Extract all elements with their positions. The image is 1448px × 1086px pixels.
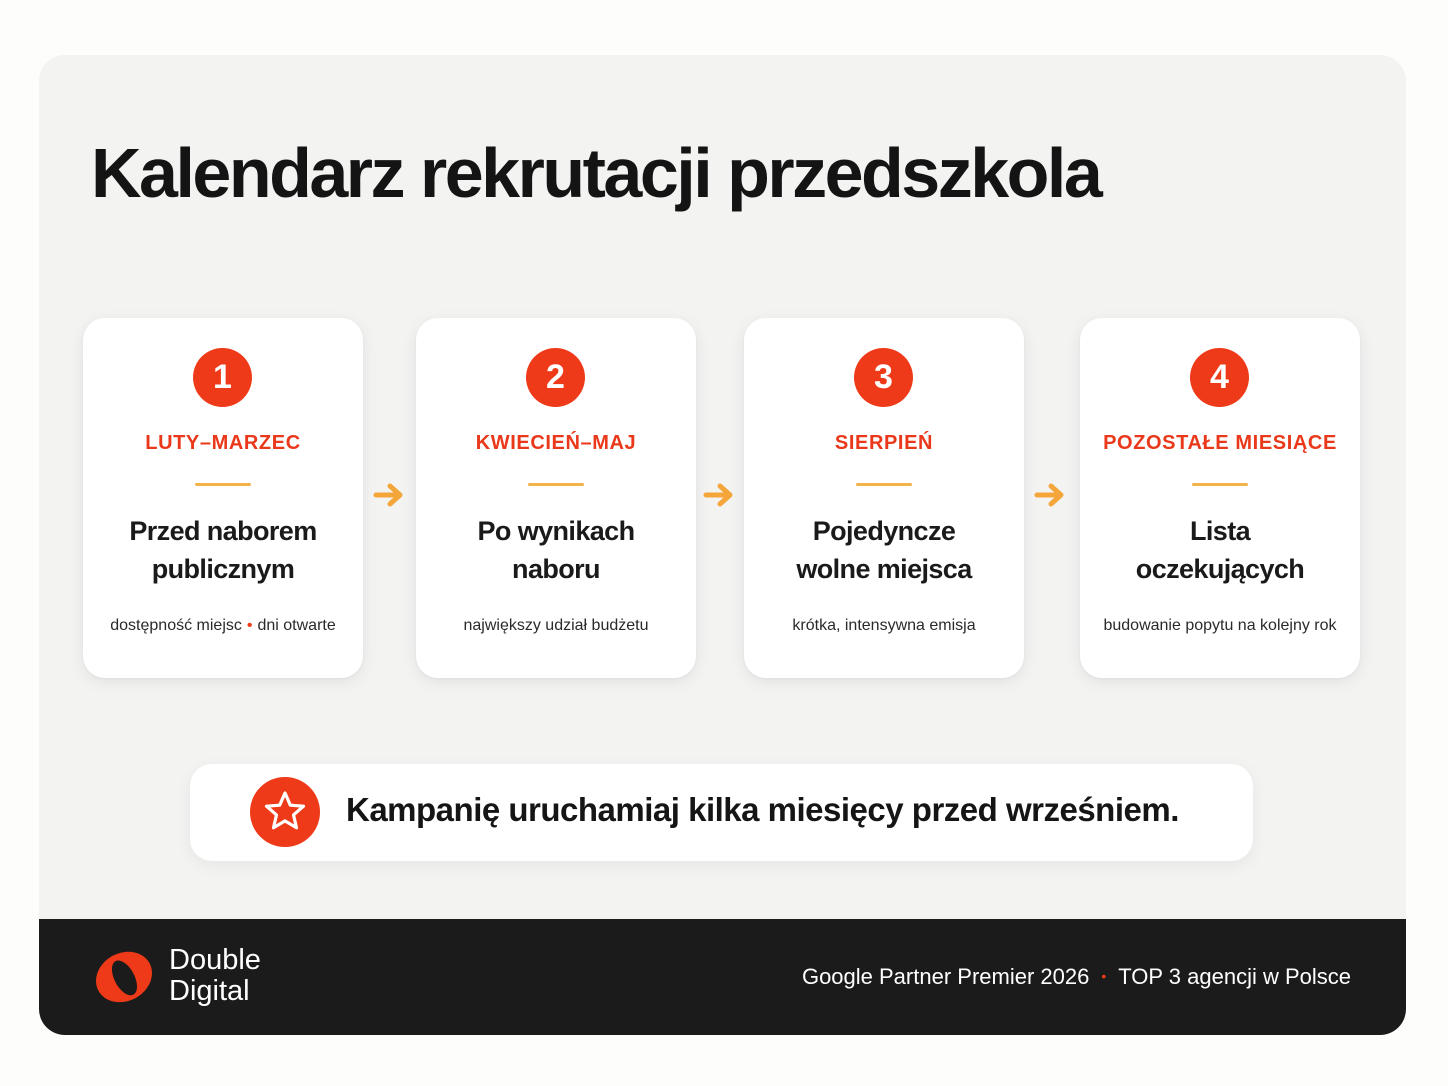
step-heading bbox=[754, 512, 1014, 588]
step-number-badge: 1 bbox=[193, 348, 252, 407]
step-heading-line: Przed naborem bbox=[129, 516, 317, 546]
step-heading-line: Lista bbox=[1189, 516, 1251, 546]
step-period: SIERPIEŃ bbox=[834, 432, 934, 454]
step-heading-line: Po wynikach bbox=[477, 516, 635, 546]
step-period: POZOSTAŁE MIESIĄCE bbox=[1103, 432, 1337, 454]
step-heading-line: oczekujących bbox=[1135, 554, 1305, 584]
arrow-right-icon bbox=[373, 480, 407, 510]
infographic-panel bbox=[39, 55, 1406, 1035]
double-digital-logo-icon bbox=[89, 945, 159, 1009]
step-heading bbox=[426, 512, 686, 588]
step-heading-line: Pojedyncze bbox=[812, 516, 956, 546]
footer-bar bbox=[39, 919, 1406, 1035]
step-heading bbox=[1090, 512, 1350, 588]
step-number-badge: 2 bbox=[526, 348, 585, 407]
divider bbox=[1192, 483, 1248, 486]
step-heading-line: naboru bbox=[512, 554, 600, 584]
step-card-3 bbox=[744, 318, 1024, 678]
step-heading bbox=[93, 512, 353, 588]
callout-text: Kampanię uruchamiaj kilka miesięcy przed wrześniem. bbox=[346, 791, 1179, 828]
star-badge bbox=[250, 777, 320, 847]
footer-badges bbox=[802, 964, 1351, 990]
page-title: Kalendarz rekrutacji przedszkola bbox=[91, 134, 1101, 212]
arrow-right-icon bbox=[1034, 480, 1068, 510]
brand-name bbox=[169, 945, 261, 1007]
divider bbox=[856, 483, 912, 486]
tip-callout bbox=[190, 764, 1253, 861]
bullet-separator: • bbox=[246, 617, 253, 634]
step-card-4 bbox=[1080, 318, 1360, 678]
step-heading-line: publicznym bbox=[151, 554, 295, 584]
step-description-part: dni otwarte bbox=[257, 617, 336, 634]
divider bbox=[195, 483, 251, 486]
step-description: krótka, intensywna emisja bbox=[792, 617, 976, 634]
step-card-2 bbox=[416, 318, 696, 678]
star-icon bbox=[264, 790, 306, 832]
bullet-separator: • bbox=[1101, 968, 1107, 984]
step-description-part: dostępność miejsc bbox=[110, 617, 242, 634]
brand-name-line: Double bbox=[169, 944, 261, 976]
step-number-badge: 3 bbox=[854, 348, 913, 407]
step-heading-line: wolne miejsca bbox=[796, 554, 972, 584]
step-number-badge: 4 bbox=[1190, 348, 1249, 407]
arrow-right-icon bbox=[703, 480, 737, 510]
step-card-1 bbox=[83, 318, 363, 678]
brand-name-line: Digital bbox=[169, 975, 250, 1007]
step-period: KWIECIEŃ–MAJ bbox=[475, 432, 637, 454]
step-period: LUTY–MARZEC bbox=[145, 432, 301, 454]
divider bbox=[528, 483, 584, 486]
partner-badge-text: Google Partner Premier 2026 bbox=[801, 964, 1090, 989]
ranking-badge-text: TOP 3 agencji w Polsce bbox=[1118, 964, 1351, 989]
step-description: największy udział budżetu bbox=[463, 617, 649, 634]
step-description bbox=[83, 617, 363, 635]
step-description: budowanie popytu na kolejny rok bbox=[1103, 617, 1337, 634]
